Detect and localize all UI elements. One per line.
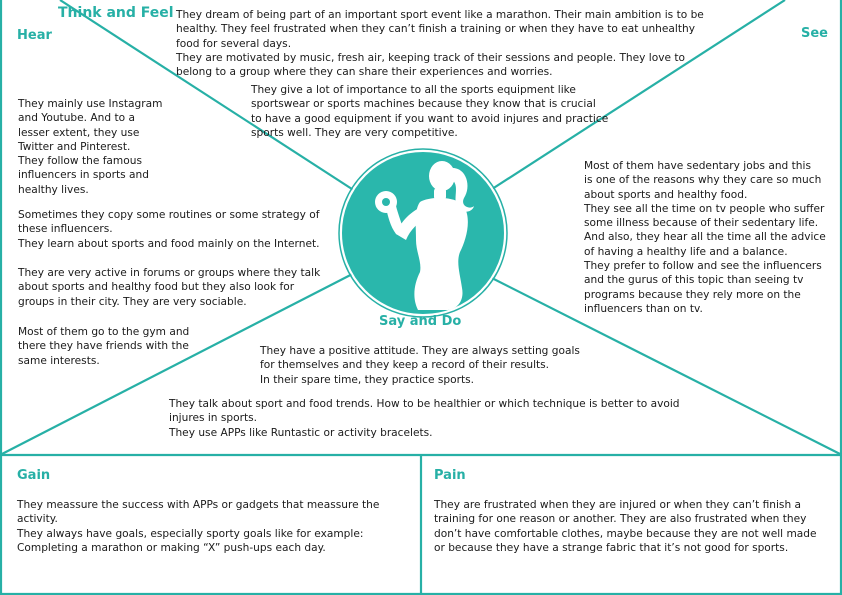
- hear-text-1: They mainly use Instagram and Youtube. And to a lesser extent, they use Twitter and Pinterest. They follow the famous influencers in sports and healthy lives.: [18, 98, 163, 196]
- gain-text-1: They meassure the success with APPs or gadgets that meassure the activity. They always have goals, especially sporty goals like for example: Completing a marathon or making “X” push-ups each day.: [17, 499, 380, 554]
- hear-text-4: Most of them go to the gym and there they have friends with the same interests.: [18, 326, 190, 367]
- see-title: See: [801, 26, 828, 41]
- see-text-1: Most of them have sedentary jobs and this is one of the reasons why they care so much about sports and healthy food. They see all the time on tv people who suffer some illness because of their sedentary life. And also, they hear all the time all the advice of having a healthy life and a balance. They prefer to follow and see the influencers and the gurus of this topic than seeing tv programs because they rely more on the influencers than on tv.: [584, 160, 826, 315]
- hear-title: Hear: [17, 28, 52, 43]
- pain-text-1: They are frustrated when they are injured or when they can’t finish a training for one reason or another. They are also frustrated when they don’t have comfortable clothes, maybe because they are not well made or because they have a strange fabric that it’s not good for sports.: [434, 499, 817, 554]
- hear-text-3: They are very active in forums or groups where they talk about sports and healthy food but they also look for groups in their city. They are very sociable.: [18, 267, 321, 308]
- think-and-feel-title: Think and Feel: [58, 5, 174, 21]
- gain-title: Gain: [17, 468, 51, 483]
- think-feel-text-2: They give a lot of importance to all the sports equipment like sportswear or sports machines because they know that is crucial to have a good equipment if you want to avoid injures and practice sports well. They are very competitive.: [251, 84, 609, 139]
- think-feel-text-1: They dream of being part of an important sport event like a marathon. Their main ambition is to be healthy. They feel frustrated when they can’t finish a training or when they have to eat unhealthy food for several days. They are motivated by music, fresh air, keeping track of their sessions and people. They love to belong to a group where they can share their experiences and worries.: [176, 9, 704, 79]
- pain-title: Pain: [434, 468, 466, 483]
- say-do-text-1: They have a positive attitude. They are always setting goals for themselves and they keep a record of their results. In their spare time, they practice sports.: [260, 345, 580, 386]
- woman-lifting-dumbbell-icon: [338, 148, 508, 318]
- hear-text-2: Sometimes they copy some routines or some strategy of these influencers. They learn about sports and food mainly on the Internet.: [18, 209, 320, 250]
- say-do-text-2: They talk about sport and food trends. How to be healthier or which technique is better to avoid injures in sports. They use APPs like Runtastic or activity bracelets.: [169, 398, 680, 439]
- say-and-do-title: Say and Do: [379, 314, 462, 329]
